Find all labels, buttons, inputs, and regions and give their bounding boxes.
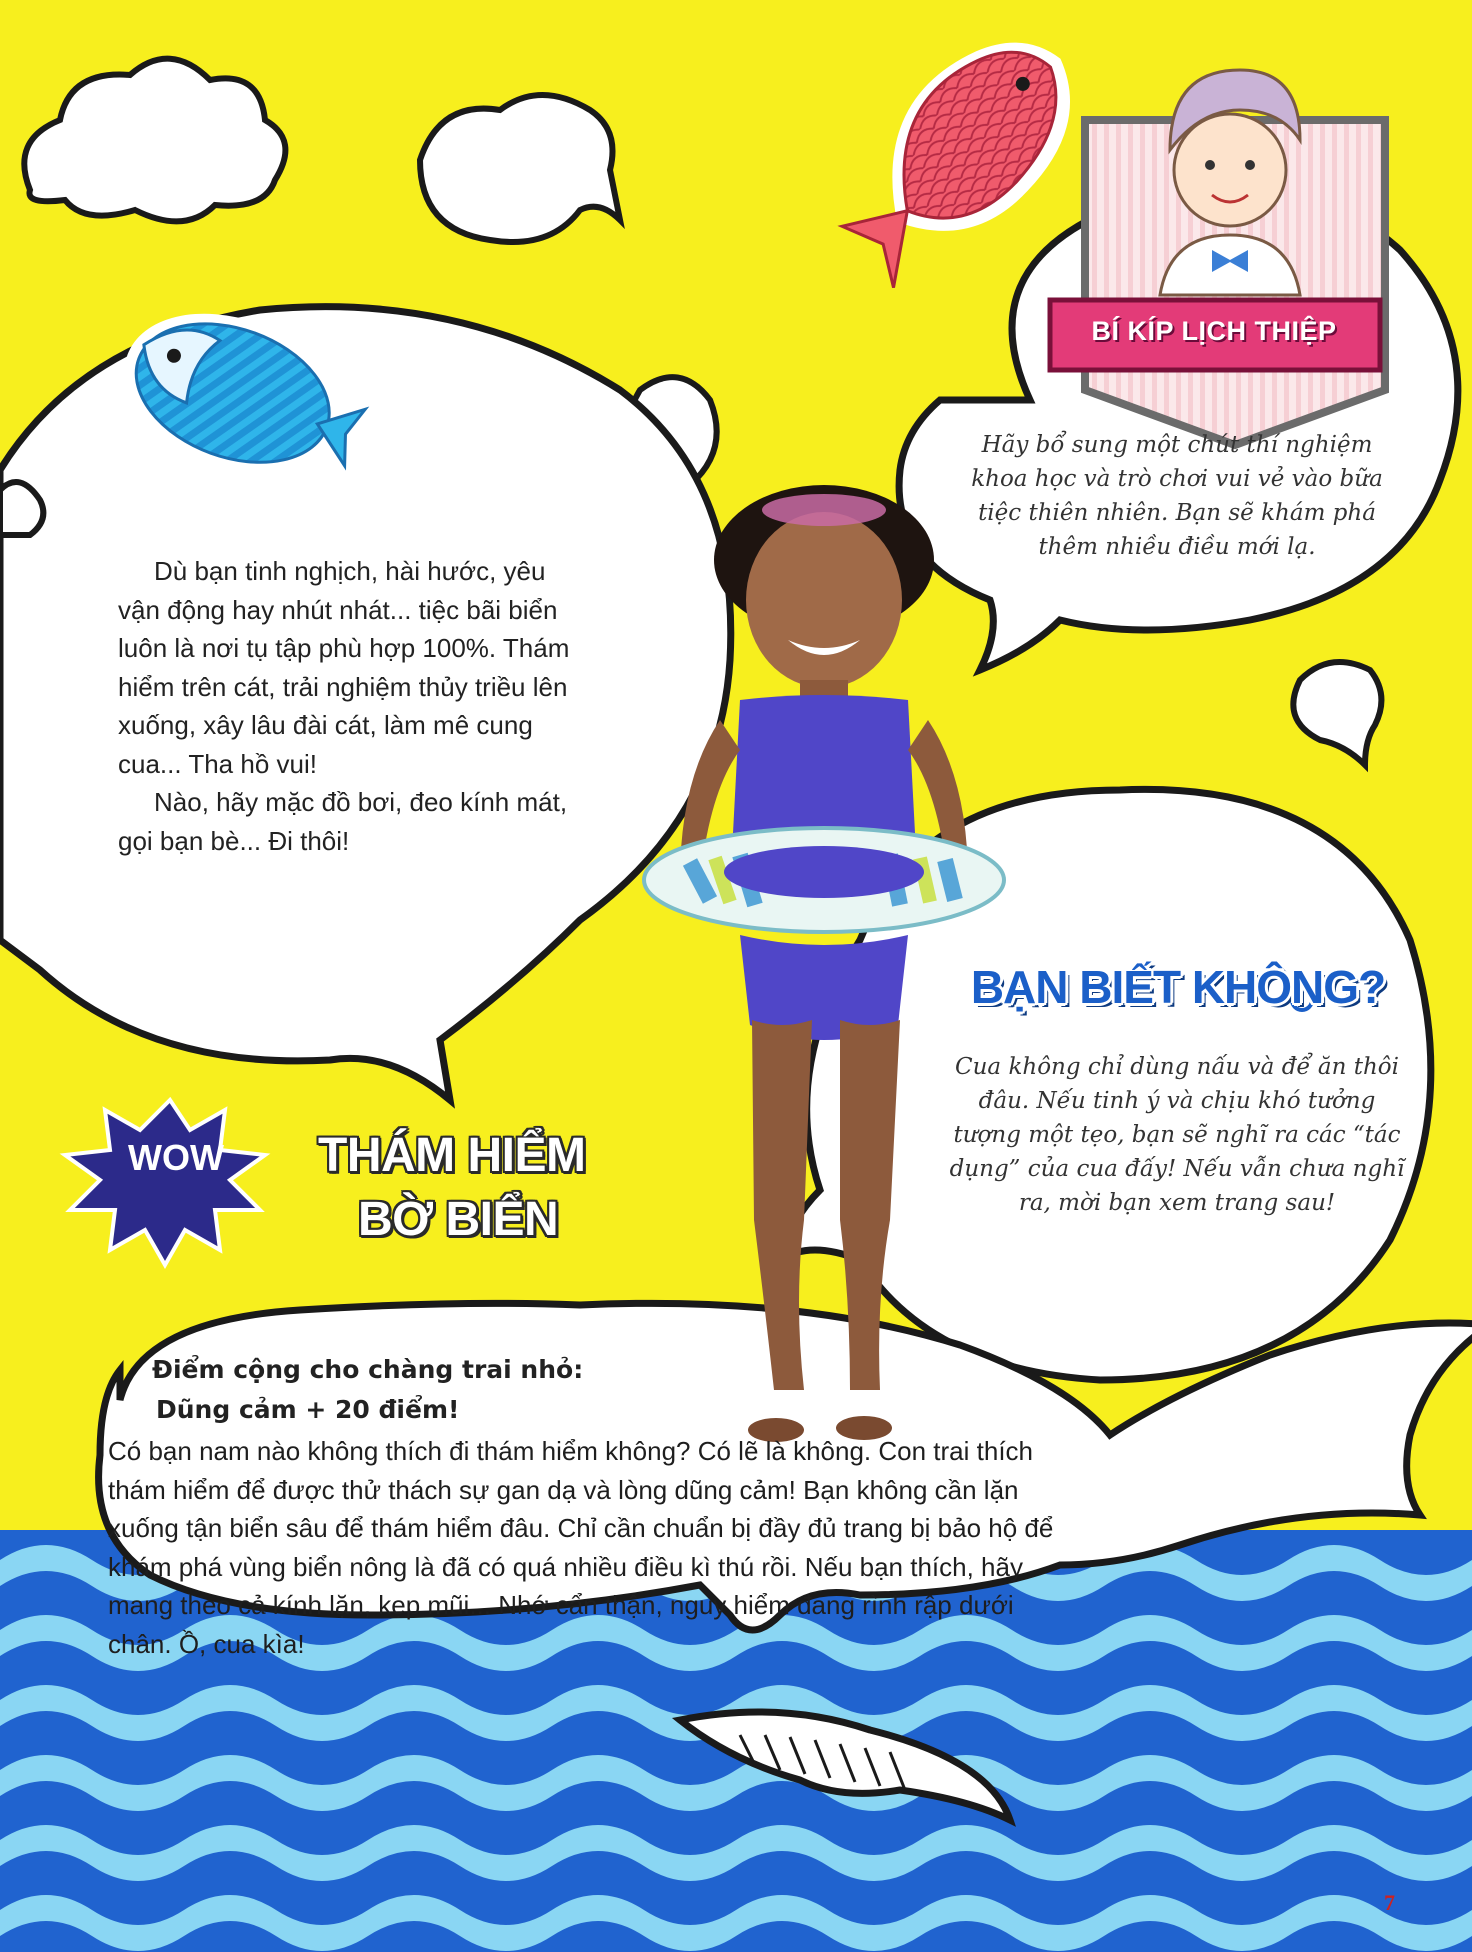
left-paragraph-2: Nào, hãy mặc đồ bơi, đeo kính mát, gọi bạn bè... Đi thôi! <box>118 787 568 856</box>
wow-label: WOW <box>128 1137 224 1178</box>
section-title-line-2: BỜ BIỂN <box>358 1193 559 1246</box>
boy-face-icon <box>1174 114 1286 226</box>
whale-body-text: Có bạn nam nào không thích đi thám hiểm không? Có lẽ là không. Con trai thích thám hiểm để được thử thách sự gan dạ và lòng dũng cảm! Bạn không cần lặn xuống tận biển sâu để thám hiểm đâu. Chỉ cần chuẩn bị đầy đủ trang bị bảo hộ để khám phá vùng biển nông là đã có quá nhiều điều kì thú rồi. Nếu bạn thích, hãy mang theo cả kính lặn, kẹp mũi... Nhớ cẩn thận, nguy hiểm đang rình rập dưới chân. Ồ, cua kìa! <box>108 1436 1054 1659</box>
whale-heading <box>152 1350 672 1430</box>
section-title-line-1: THÁM HIỂM <box>318 1129 586 1182</box>
whale-heading-line-1: Điểm cộng cho chàng trai nhỏ: <box>152 1355 584 1384</box>
tips-character-shield <box>1085 70 1385 445</box>
cloud-top-center <box>420 95 620 242</box>
speech-drop-right <box>1293 662 1381 765</box>
page-number: 7 <box>1384 1890 1395 1915</box>
wow-star-icon <box>65 1100 265 1265</box>
tips-banner-label: BÍ KÍP LỊCH THIỆP <box>1091 315 1337 346</box>
left-bubble-text <box>118 552 588 860</box>
whale-heading-line-2: Dũng cảm + 20 điểm! <box>156 1395 460 1424</box>
left-paragraph-1: Dù bạn tinh nghịch, hài hước, yêu vận động hay nhút nhát... tiệc bãi biển luôn là nơi tụ tập phù hợp 100%. Thám hiểm trên cát, trải nghiệm thủy triều lên xuống, xây lâu đài cát, làm mê cung cua... Tha hồ vui! <box>118 556 570 779</box>
cloud-top-left <box>24 59 285 222</box>
didyouknow-title: BẠN BIẾT KHÔNG? <box>970 961 1386 1013</box>
didyouknow-text: Cua không chỉ dùng nấu và để ăn thôi đâu. Nếu tinh ý và chịu khó tưởng tượng một tẹo, bạn sẽ nghĩ ra các “tác dụng” của cua đấy! Nếu vẫn chưa nghĩ ra, mời bạn xem trang sau! <box>949 1054 1405 1216</box>
tips-text: Hãy bổ sung một chút thí nghiệm khoa học và trò chơi vui vẻ vào bữa tiệc thiên nhiên. Bạn sẽ khám phá thêm nhiều điều mới lạ. <box>971 432 1383 560</box>
